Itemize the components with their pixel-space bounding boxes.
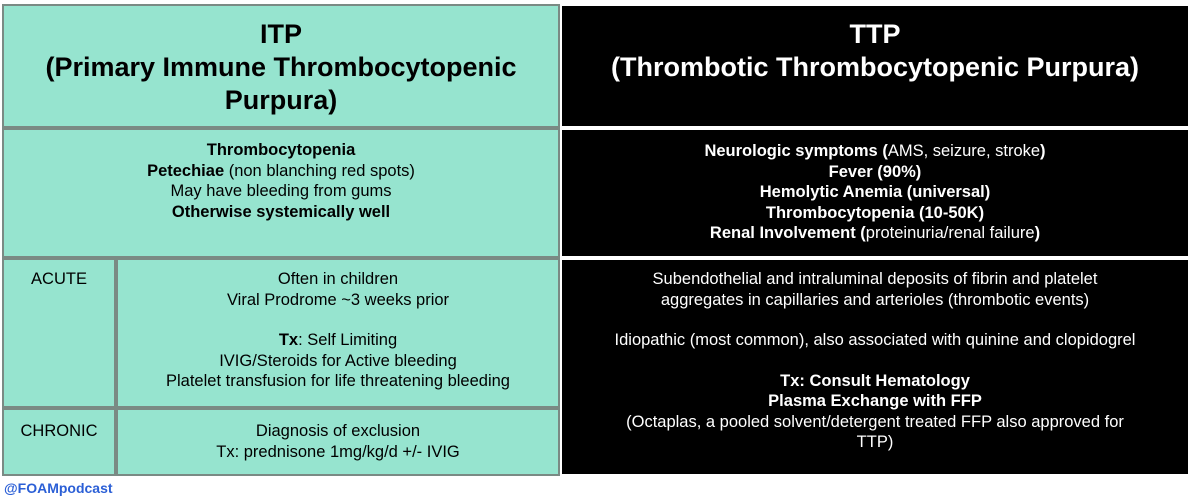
ttp-presentation-line-3: Hemolytic Anemia (universal)	[759, 183, 991, 201]
itp-presentation-line-1: Thrombocytopenia	[206, 141, 356, 159]
renal-close: )	[1034, 224, 1041, 242]
acute-tx-label: Tx	[278, 331, 299, 349]
renal-label: Renal Involvement (	[709, 224, 866, 242]
ttp-details-p4-line-1: (Octaplas, a pooled solvent/detergent treated FFP also approved for	[626, 412, 1124, 431]
itp-presentation-line-4: Otherwise systemically well	[171, 202, 391, 221]
renal-detail: proteinuria/renal failure	[865, 224, 1035, 242]
chronic-label: CHRONIC	[20, 422, 98, 440]
ttp-details-spacer-1	[562, 310, 1188, 330]
itp-header	[2, 4, 560, 128]
acute-spacer	[118, 310, 558, 330]
itp-subtitle-line-2: Purpura)	[224, 85, 338, 115]
ttp-title: TTP	[849, 19, 901, 49]
itp-title: ITP	[259, 19, 302, 49]
chronic-content	[116, 408, 560, 476]
ttp-details	[560, 258, 1190, 476]
acute-label-cell	[2, 258, 116, 408]
acute-tx-line	[118, 330, 558, 351]
ttp-presentation-line-4: Thrombocytopenia (10-50K)	[765, 203, 985, 222]
ttp-details-p1-line-1: Subendothelial and intraluminal deposits of fibrin and platelet	[652, 270, 1098, 288]
ttp-presentation-line-5	[562, 223, 1188, 244]
acute-line-1: Often in children	[277, 270, 399, 288]
chronic-line-1: Diagnosis of exclusion	[255, 422, 421, 440]
itp-presentation-line-2	[4, 161, 558, 182]
neuro-label: Neurologic symptoms (	[704, 142, 888, 160]
ttp-presentation	[560, 128, 1190, 258]
ttp-subtitle: (Thrombotic Thrombocytopenic Purpura)	[610, 52, 1139, 82]
itp-presentation-line-3: May have bleeding from gums	[170, 182, 392, 200]
chronic-line-2: Tx: prednisone 1mg/kg/d +/- IVIG	[216, 442, 460, 461]
acute-tx-detail: : Self Limiting	[298, 331, 398, 349]
acute-line-5: Platelet transfusion for life threatening bleeding	[166, 372, 510, 390]
ttp-details-tx-2: Plasma Exchange with FFP	[768, 392, 982, 410]
ttp-details-p2: Idiopathic (most common), also associated with quinine and clopidogrel	[614, 331, 1136, 349]
petechiae-detail: (non blanching red spots)	[224, 161, 415, 180]
neuro-detail: AMS, seizure, stroke	[887, 142, 1041, 160]
ttp-presentation-line-1	[562, 141, 1188, 162]
ttp-details-spacer-2	[562, 351, 1188, 371]
itp-subtitle-line-1: (Primary Immune Thrombocytopenic	[45, 52, 517, 82]
acute-label: ACUTE	[31, 270, 87, 288]
footer-handle[interactable]: @FOAMpodcast	[4, 480, 113, 496]
ttp-presentation-line-2: Fever (90%)	[828, 162, 922, 181]
acute-line-2: Viral Prodrome ~3 weeks prior	[226, 290, 450, 309]
acute-content	[116, 258, 560, 408]
petechiae-label: Petechiae	[147, 161, 225, 180]
ttp-details-tx-1: Tx: Consult Hematology	[780, 371, 970, 390]
acute-line-4: IVIG/Steroids for Active bleeding	[219, 351, 457, 370]
ttp-details-p1-line-2: aggregates in capillaries and arterioles (thrombotic events)	[660, 290, 1090, 309]
ttp-header	[560, 4, 1190, 128]
neuro-close: )	[1040, 142, 1046, 160]
ttp-details-p4-line-2: TTP)	[856, 433, 894, 451]
itp-presentation	[2, 128, 560, 258]
chronic-label-cell	[2, 408, 116, 476]
